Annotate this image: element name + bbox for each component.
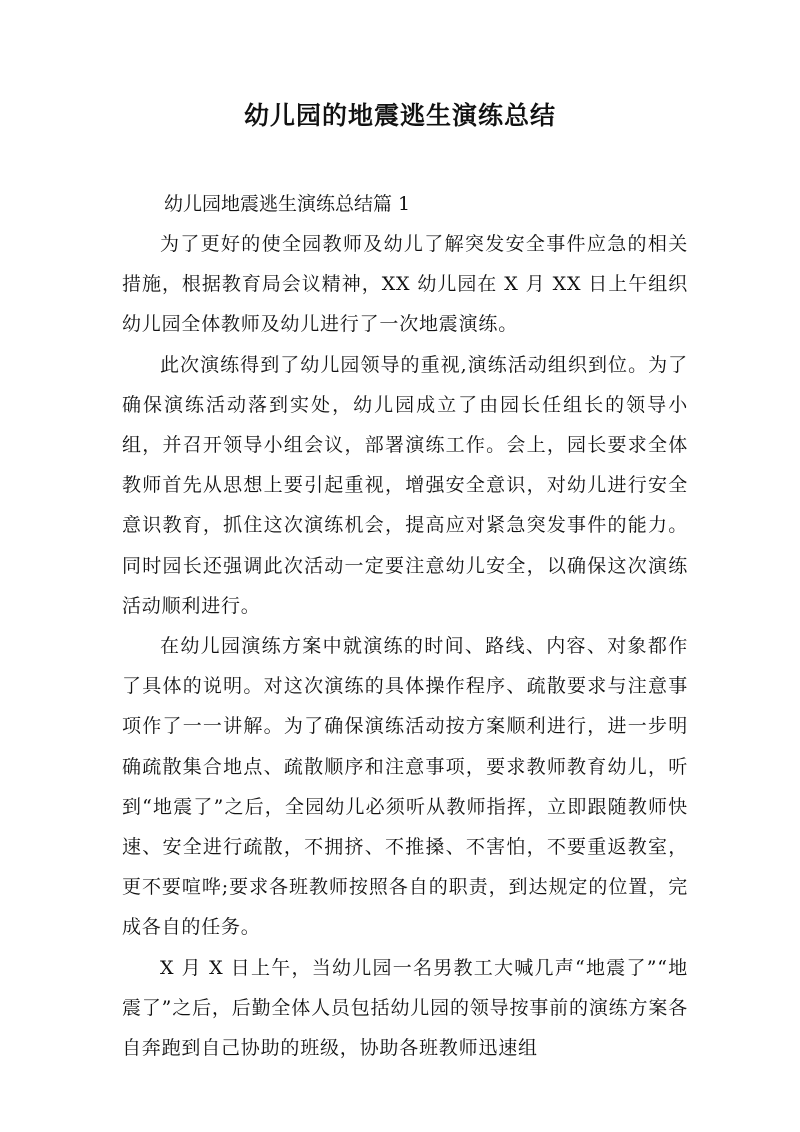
document-body: [122, 184, 688, 1068]
paragraph-4: X 月 X 日上午，当幼儿园一名男教工大喊几声“地震了”“地震了”之后，后勤全体人员包括幼儿园的领导按事前的演练方案各自奔跑到自己协助的班级，协助各班教师迅速组: [122, 956, 688, 1060]
paragraph-2: 此次演练得到了幼儿园领导的重视,演练活动组织到位。为了确保演练活动落到实处，幼儿园成立了由园长任组长的领导小组，并召开领导小组会议，部署演练工作。会上，园长要求全体教师首先从思想上要引起重视，增强安全意识，对幼儿进行安全意识教育，抓住这次演练机会，提高应对紧急突发事件的能力。同时园长还强调此次活动一定要注意幼儿安全，以确保这次演练活动顺利进行。: [122, 353, 688, 617]
paragraph-3: 在幼儿园演练方案中就演练的时间、路线、内容、对象都作了具体的说明。对这次演练的具体操作程序、疏散要求与注意事项作了一一讲解。为了确保演练活动按方案顺利进行，进一步明确疏散集合地点、疏散顺序和注意事项，要求教师教育幼儿，听到“地震了”之后，全园幼儿必须听从教师指挥，立即跟随教师快速、安全进行疏散，不拥挤、不推搡、不害怕，不要重返教室，更不要喧哗;要求各班教师按照各自的职责，到达规定的位置，完成各自的任务。: [122, 635, 688, 939]
section-heading: 幼儿园地震逃生演练总结篇 1: [164, 193, 411, 215]
paragraph-1: 为了更好的使全园教师及幼儿了解突发安全事件应急的相关措施，根据教育局会议精神，XX 幼儿园在 X 月 XX 日上午组织幼儿园全体教师及幼儿进行了一次地震演练。: [122, 233, 688, 336]
document-title: 幼儿园的地震逃生演练总结: [243, 101, 556, 130]
